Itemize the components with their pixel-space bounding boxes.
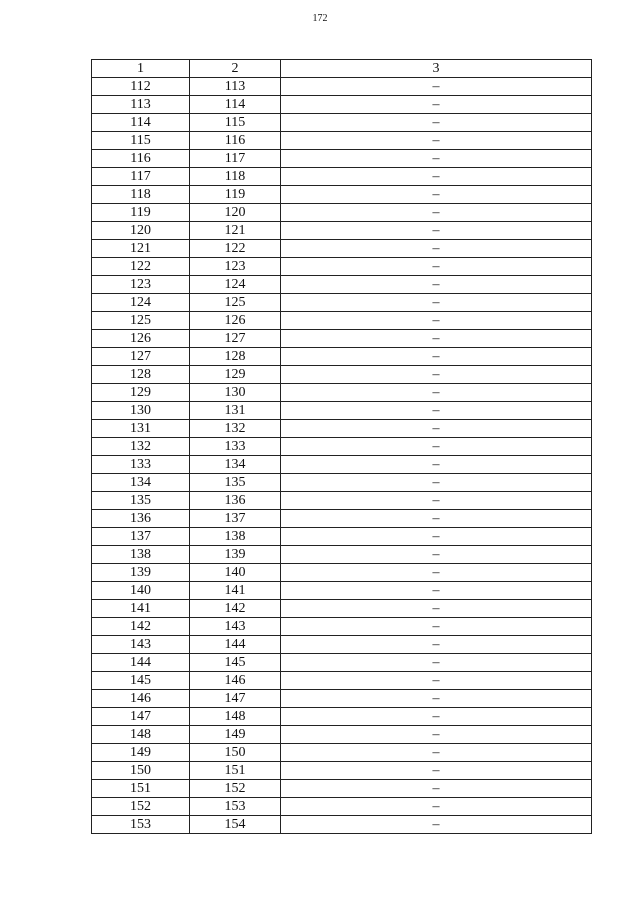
table-cell-col-3: – [281, 654, 592, 672]
table-cell-col-2: 119 [190, 186, 281, 204]
table-cell-col-1: 138 [92, 546, 190, 564]
table-row [92, 402, 592, 420]
table-cell-col-1: 132 [92, 438, 190, 456]
table-row [92, 672, 592, 690]
table-row [92, 762, 592, 780]
table-row [92, 114, 592, 132]
table-cell-col-3: – [281, 258, 592, 276]
table-cell-col-1: 133 [92, 456, 190, 474]
table-row [92, 330, 592, 348]
table-cell-col-1: 136 [92, 510, 190, 528]
table-cell-col-1: 119 [92, 204, 190, 222]
table-cell-col-3: – [281, 240, 592, 258]
table-cell-col-2: 137 [190, 510, 281, 528]
table-cell-col-2: 118 [190, 168, 281, 186]
table-cell-col-2: 135 [190, 474, 281, 492]
table-row [92, 546, 592, 564]
table-cell-col-3: – [281, 222, 592, 240]
table-cell-col-2: 141 [190, 582, 281, 600]
table-row [92, 258, 592, 276]
table-cell-col-3: – [281, 384, 592, 402]
table-cell-col-3: – [281, 564, 592, 582]
table-cell-col-3: – [281, 762, 592, 780]
table-cell-col-3: – [281, 492, 592, 510]
table-cell-col-1: 137 [92, 528, 190, 546]
table-row [92, 528, 592, 546]
table-cell-col-2: 115 [190, 114, 281, 132]
table-cell-col-1: 118 [92, 186, 190, 204]
table-row [92, 276, 592, 294]
table-row [92, 474, 592, 492]
table-cell-col-2: 144 [190, 636, 281, 654]
table-row [92, 564, 592, 582]
table-cell-col-2: 154 [190, 816, 281, 834]
table-cell-col-3: – [281, 186, 592, 204]
table-cell-col-1: 114 [92, 114, 190, 132]
table-cell-col-2: 123 [190, 258, 281, 276]
table-row [92, 132, 592, 150]
table-row [92, 438, 592, 456]
table-cell-col-2: 116 [190, 132, 281, 150]
table-cell-col-1: 131 [92, 420, 190, 438]
table-cell-col-2: 121 [190, 222, 281, 240]
table-row [92, 726, 592, 744]
table-cell-col-1: 152 [92, 798, 190, 816]
column-header-3: 3 [281, 60, 592, 78]
table-cell-col-2: 152 [190, 780, 281, 798]
table-cell-col-3: – [281, 636, 592, 654]
table-cell-col-2: 151 [190, 762, 281, 780]
table-cell-col-1: 142 [92, 618, 190, 636]
table-cell-col-3: – [281, 780, 592, 798]
table-cell-col-2: 126 [190, 312, 281, 330]
table-cell-col-3: – [281, 816, 592, 834]
table-cell-col-2: 139 [190, 546, 281, 564]
table-cell-col-1: 123 [92, 276, 190, 294]
table-cell-col-3: – [281, 312, 592, 330]
table-cell-col-1: 120 [92, 222, 190, 240]
table-cell-col-1: 151 [92, 780, 190, 798]
table-row [92, 186, 592, 204]
table-cell-col-3: – [281, 726, 592, 744]
table-cell-col-2: 142 [190, 600, 281, 618]
table-row [92, 780, 592, 798]
table-row [92, 204, 592, 222]
table-cell-col-3: – [281, 420, 592, 438]
table-cell-col-2: 147 [190, 690, 281, 708]
table-cell-col-1: 125 [92, 312, 190, 330]
table-cell-col-1: 124 [92, 294, 190, 312]
table-cell-col-2: 128 [190, 348, 281, 366]
table-row [92, 816, 592, 834]
table-cell-col-3: – [281, 474, 592, 492]
table-cell-col-1: 121 [92, 240, 190, 258]
table-cell-col-2: 127 [190, 330, 281, 348]
table-cell-col-1: 126 [92, 330, 190, 348]
table-cell-col-2: 148 [190, 708, 281, 726]
table-row [92, 348, 592, 366]
table-cell-col-1: 122 [92, 258, 190, 276]
table-cell-col-1: 113 [92, 96, 190, 114]
table-cell-col-1: 130 [92, 402, 190, 420]
table-row [92, 384, 592, 402]
table-cell-col-1: 148 [92, 726, 190, 744]
table-cell-col-3: – [281, 744, 592, 762]
table-cell-col-3: – [281, 528, 592, 546]
table-cell-col-2: 146 [190, 672, 281, 690]
table-row [92, 510, 592, 528]
column-header-2: 2 [190, 60, 281, 78]
table-cell-col-3: – [281, 402, 592, 420]
table-cell-col-3: – [281, 582, 592, 600]
table-cell-col-1: 112 [92, 78, 190, 96]
table-cell-col-3: – [281, 78, 592, 96]
table-cell-col-3: – [281, 132, 592, 150]
table-cell-col-1: 150 [92, 762, 190, 780]
table-cell-col-2: 132 [190, 420, 281, 438]
table-cell-col-2: 134 [190, 456, 281, 474]
table-row [92, 366, 592, 384]
table-row [92, 150, 592, 168]
table-cell-col-3: – [281, 348, 592, 366]
table-cell-col-2: 113 [190, 78, 281, 96]
table-cell-col-3: – [281, 330, 592, 348]
table-row [92, 690, 592, 708]
table-cell-col-1: 140 [92, 582, 190, 600]
table-cell-col-2: 143 [190, 618, 281, 636]
table-cell-col-2: 138 [190, 528, 281, 546]
page-number: 172 [312, 13, 328, 24]
table-cell-col-2: 149 [190, 726, 281, 744]
table-cell-col-1: 141 [92, 600, 190, 618]
table-cell-col-3: – [281, 798, 592, 816]
table-row [92, 294, 592, 312]
table-cell-col-2: 122 [190, 240, 281, 258]
table-cell-col-1: 145 [92, 672, 190, 690]
table-cell-col-3: – [281, 150, 592, 168]
table-cell-col-2: 140 [190, 564, 281, 582]
table-cell-col-2: 124 [190, 276, 281, 294]
table-cell-col-2: 117 [190, 150, 281, 168]
table-cell-col-1: 144 [92, 654, 190, 672]
table-cell-col-3: – [281, 294, 592, 312]
table-row [92, 96, 592, 114]
table-row [92, 798, 592, 816]
table-row [92, 636, 592, 654]
table-body [92, 78, 592, 834]
column-header-1: 1 [92, 60, 190, 78]
table-cell-col-3: – [281, 510, 592, 528]
table-cell-col-3: – [281, 366, 592, 384]
table-cell-col-2: 145 [190, 654, 281, 672]
table-row [92, 456, 592, 474]
table-row [92, 78, 592, 96]
table-row [92, 744, 592, 762]
table-cell-col-1: 134 [92, 474, 190, 492]
table-cell-col-3: – [281, 114, 592, 132]
table-cell-col-3: – [281, 600, 592, 618]
table-cell-col-3: – [281, 276, 592, 294]
table-cell-col-1: 149 [92, 744, 190, 762]
table-cell-col-2: 125 [190, 294, 281, 312]
table-row [92, 240, 592, 258]
table-cell-col-2: 130 [190, 384, 281, 402]
table-cell-col-3: – [281, 618, 592, 636]
table-row [92, 618, 592, 636]
table-cell-col-1: 127 [92, 348, 190, 366]
table-row [92, 492, 592, 510]
table-cell-col-2: 120 [190, 204, 281, 222]
table-cell-col-2: 150 [190, 744, 281, 762]
table-header-row [92, 60, 592, 78]
table-cell-col-3: – [281, 168, 592, 186]
table-cell-col-1: 146 [92, 690, 190, 708]
table-cell-col-3: – [281, 96, 592, 114]
table-row [92, 600, 592, 618]
table-row [92, 708, 592, 726]
table-row [92, 654, 592, 672]
table-cell-col-1: 147 [92, 708, 190, 726]
data-table [91, 59, 592, 834]
table-cell-col-1: 135 [92, 492, 190, 510]
table-cell-col-1: 129 [92, 384, 190, 402]
table-cell-col-3: – [281, 690, 592, 708]
table-cell-col-1: 115 [92, 132, 190, 150]
table-row [92, 582, 592, 600]
table-cell-col-1: 143 [92, 636, 190, 654]
table-row [92, 168, 592, 186]
table-cell-col-2: 131 [190, 402, 281, 420]
table-cell-col-1: 153 [92, 816, 190, 834]
table-cell-col-3: – [281, 204, 592, 222]
table-cell-col-1: 139 [92, 564, 190, 582]
table-cell-col-2: 129 [190, 366, 281, 384]
table-cell-col-2: 153 [190, 798, 281, 816]
table-cell-col-3: – [281, 456, 592, 474]
table-cell-col-3: – [281, 672, 592, 690]
table-cell-col-1: 117 [92, 168, 190, 186]
table-cell-col-1: 128 [92, 366, 190, 384]
table-cell-col-3: – [281, 438, 592, 456]
table-cell-col-3: – [281, 546, 592, 564]
table-cell-col-2: 133 [190, 438, 281, 456]
table-cell-col-2: 114 [190, 96, 281, 114]
table-cell-col-2: 136 [190, 492, 281, 510]
table-row [92, 312, 592, 330]
table-row [92, 222, 592, 240]
table-cell-col-3: – [281, 708, 592, 726]
table-cell-col-1: 116 [92, 150, 190, 168]
table-row [92, 420, 592, 438]
